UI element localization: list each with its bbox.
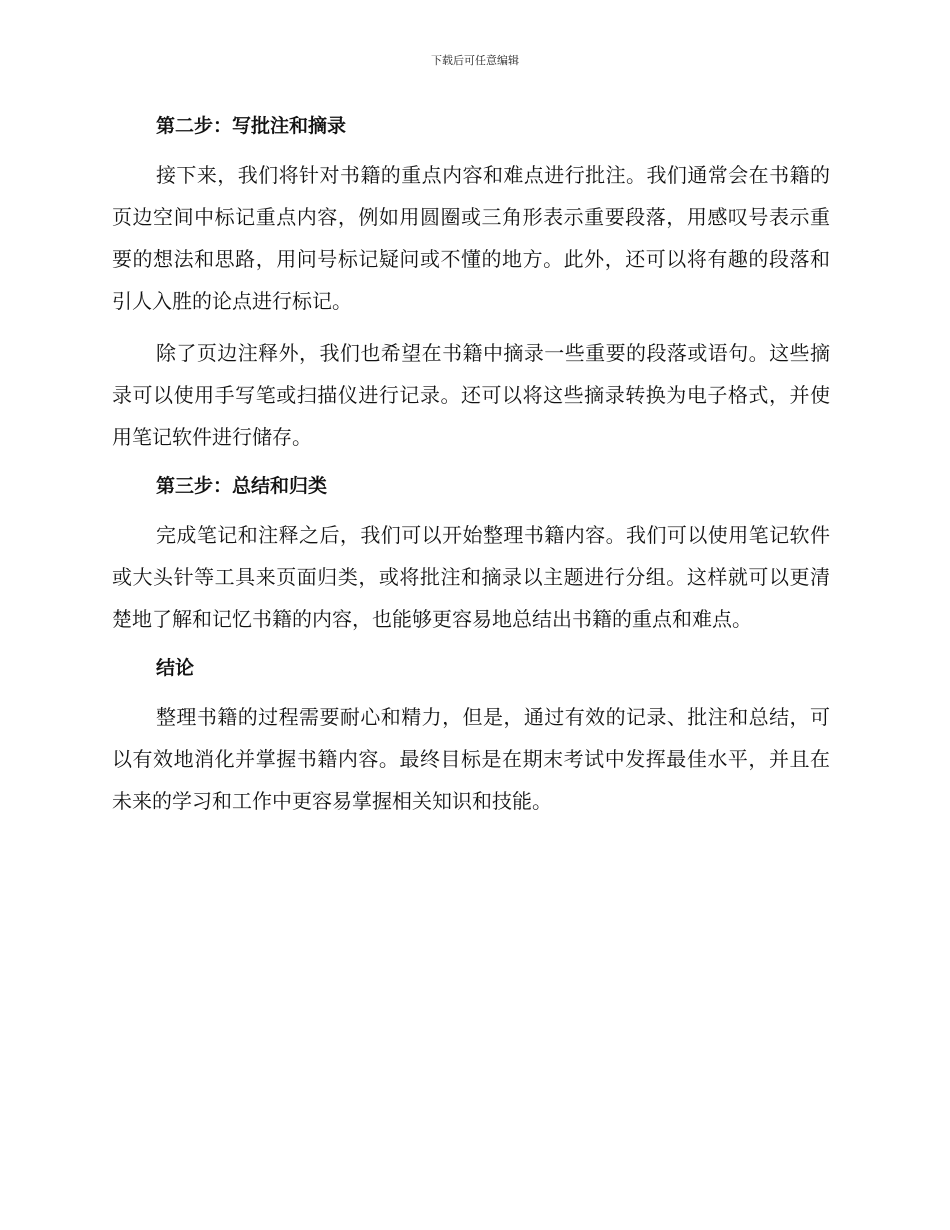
- section-heading-conclusion: 结论: [156, 657, 195, 679]
- paragraph-step2-excerpts: 除了页边注释外，我们也希望在书籍中摘录一些重要的段落或语句。这些摘录可以使用手写笔或扫描仪进行记录。还可以将这些摘录转换为电子格式，并使用笔记软件进行储存。: [112, 341, 830, 449]
- page-header-note: 下载后可任意编辑: [431, 54, 519, 67]
- section-heading-step3: 第三步：总结和归类: [156, 475, 328, 497]
- document-body: [112, 108, 830, 832]
- paragraph-step3-summary: 完成笔记和注释之后，我们可以开始整理书籍内容。我们可以使用笔记软件或大头针等工具来页面归类，或将批注和摘录以主题进行分组。这样就可以更清楚地了解和记忆书籍的内容，也能够更容易地总结出书籍的重点和难点。: [112, 523, 830, 631]
- paragraph-step2-annotations: 接下来，我们将针对书籍的重点内容和难点进行批注。我们通常会在书籍的页边空间中标记重点内容，例如用圆圈或三角形表示重要段落，用感叹号表示重要的想法和思路，用问号标记疑问或不懂的地方。此外，还可以将有趣的段落和引人入胜的论点进行标记。: [112, 163, 830, 313]
- paragraph-conclusion: 整理书籍的过程需要耐心和精力，但是，通过有效的记录、批注和总结，可以有效地消化并掌握书籍内容。最终目标是在期末考试中发挥最佳水平，并且在未来的学习和工作中更容易掌握相关知识和技能。: [112, 705, 830, 813]
- section-heading-step2: 第二步：写批注和摘录: [156, 115, 347, 137]
